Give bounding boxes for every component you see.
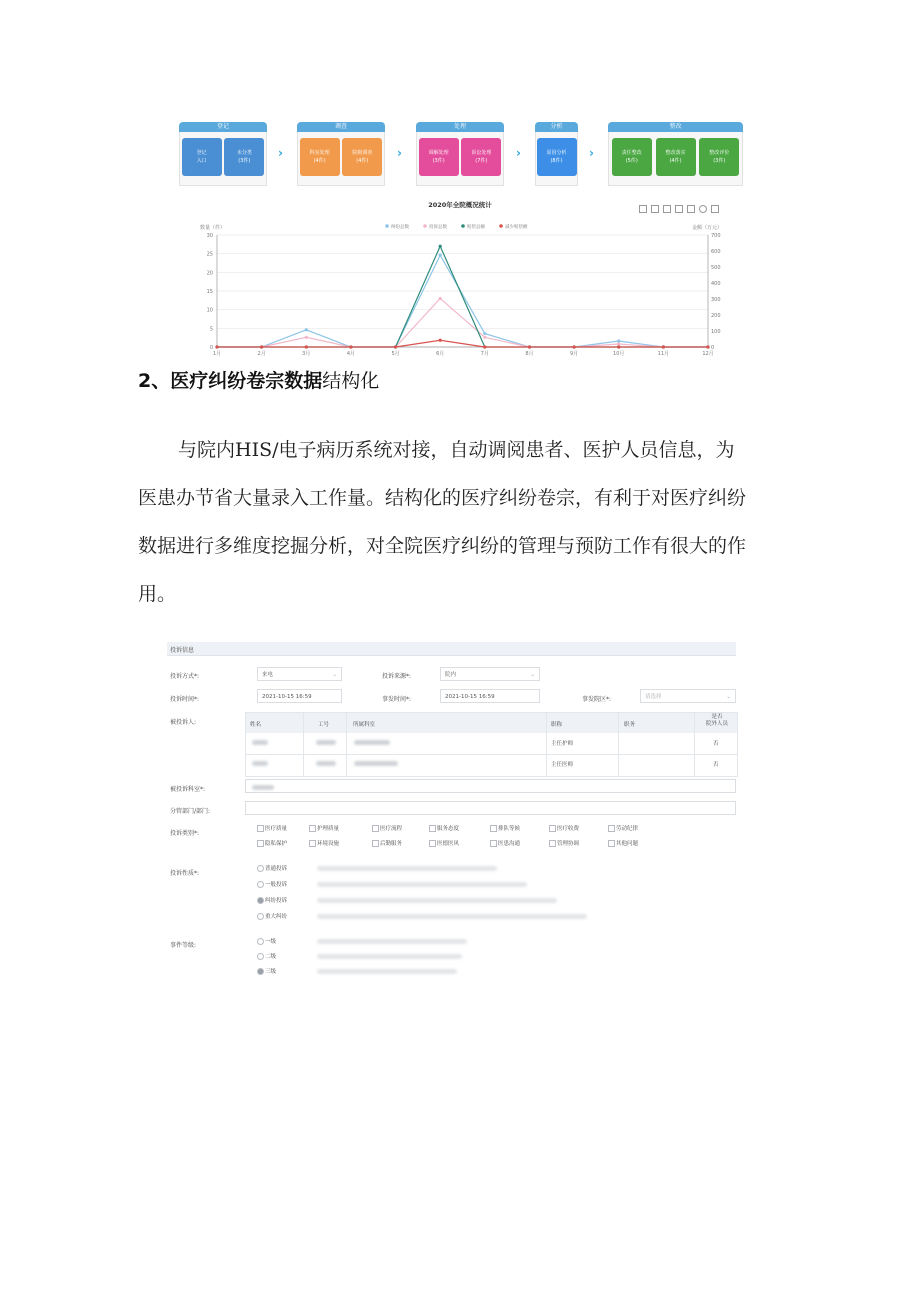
category-checkbox[interactable]: [549, 825, 556, 832]
level-radio[interactable]: [257, 938, 264, 945]
data-point: [483, 345, 486, 348]
step-label: 科室处理: [309, 150, 330, 156]
workflow-group-title: 调查: [297, 122, 385, 132]
step-count: (3件): [238, 158, 251, 164]
chevron-down-icon: ⌄: [530, 672, 535, 678]
form-title-bar: [167, 642, 736, 656]
step-label: 原因分析: [546, 150, 567, 156]
category-option-label: 服务态度: [437, 826, 460, 832]
y2-tick-label: 500: [711, 265, 721, 271]
category-checkbox[interactable]: [490, 840, 497, 847]
level-option-label: 三级: [265, 969, 277, 975]
data-point: [349, 345, 352, 348]
nature-radio[interactable]: [257, 881, 264, 888]
data-point: [439, 297, 442, 300]
category-checkbox[interactable]: [372, 840, 379, 847]
category-checkbox[interactable]: [309, 840, 316, 847]
chevron-right-icon: ›: [278, 146, 283, 160]
category-option-label: 医疗流程: [380, 826, 403, 832]
x-tick-label: 3月: [302, 351, 311, 357]
nature-description: [317, 898, 557, 903]
paragraph-line: 数据进行多维度挖掘分析，对全院医疗纠纷的管理与预防工作有很大的作: [138, 535, 747, 557]
data-point: [528, 345, 531, 348]
complaint-source-value: 院内: [445, 672, 457, 678]
y2-tick-label: 100: [711, 329, 721, 335]
complaint-form: [167, 642, 736, 982]
nature-option-label: 纠纷投诉: [265, 898, 288, 904]
step-label: 整改评价: [709, 150, 730, 156]
row-title: 主任医师: [551, 762, 574, 768]
chevron-down-icon: ⌄: [726, 694, 731, 700]
step-count: (3件): [432, 158, 445, 164]
chart-title: 2020年全院概况统计: [428, 201, 492, 209]
row-outside: 否: [713, 741, 719, 747]
data-point: [483, 332, 486, 335]
legend-marker: [499, 224, 503, 228]
y2-tick-label: 300: [711, 297, 721, 303]
dept-handler-input[interactable]: [245, 801, 736, 815]
x-tick-label: 12月: [702, 351, 714, 357]
th-name: 姓名: [250, 722, 262, 728]
workflow-group-title: 登记: [179, 122, 267, 132]
nature-option-label: 重大纠纷: [265, 914, 288, 920]
x-tick-label: 9月: [569, 351, 579, 357]
legend-label: 投诉总数: [429, 225, 447, 230]
step-count: (7件): [475, 158, 488, 164]
chevron-right-icon: ›: [589, 146, 594, 160]
event-area-select[interactable]: [640, 689, 736, 703]
category-option-label: 护理质量: [317, 826, 340, 832]
category-option-label: 其他问题: [616, 841, 639, 847]
x-tick-label: 5月: [391, 351, 400, 357]
data-point: [617, 345, 620, 348]
step-count: (4件): [313, 158, 326, 164]
th-outside: 是否 院外人员: [705, 714, 728, 727]
x-tick-label: 8月: [525, 351, 534, 357]
data-point: [706, 345, 709, 348]
category-label: 投诉类别*:: [170, 830, 200, 837]
category-option-label: 隐私保护: [265, 841, 288, 847]
nature-radio[interactable]: [257, 897, 264, 904]
complaint-source-select[interactable]: [440, 667, 540, 681]
x-tick-label: 10月: [613, 351, 625, 357]
th-title: 职称: [551, 722, 563, 728]
y2-tick-label: 400: [711, 281, 721, 287]
complaint-source-label: 投诉来源*:: [382, 673, 412, 680]
section-number: 2、: [138, 370, 171, 392]
step-count: (3件): [713, 158, 726, 164]
nature-radio[interactable]: [257, 865, 264, 872]
nature-description: [317, 882, 527, 887]
event-time-input[interactable]: [440, 689, 540, 703]
category-option-label: 排队等候: [498, 826, 521, 832]
y2-tick-label: 0: [711, 345, 715, 351]
level-option-label: 一级: [265, 939, 277, 945]
nature-radio[interactable]: [257, 913, 264, 920]
complaint-time-input[interactable]: [257, 689, 342, 703]
th-dept: 所属科室: [353, 722, 376, 728]
complaint-time-value: 2021-10-15 16:59: [262, 694, 312, 700]
step-label: 登记: [196, 150, 207, 156]
y2-axis-label: 金额（万元）: [692, 225, 723, 231]
complaint-method-select[interactable]: [257, 667, 342, 681]
x-tick-label: 2月: [257, 351, 266, 357]
y2-tick-label: 200: [711, 313, 721, 319]
nature-option-label: 一般投诉: [265, 882, 288, 888]
level-radio[interactable]: [257, 968, 264, 975]
data-point: [215, 345, 218, 348]
x-tick-label: 1月: [212, 351, 222, 357]
category-checkbox[interactable]: [490, 825, 497, 832]
y-tick-label: 30: [206, 233, 213, 239]
event-time-label: 事发时间*:: [382, 696, 412, 703]
category-option-label: 劳动纪律: [616, 826, 639, 832]
category-option-label: 管理协调: [557, 841, 580, 847]
step-label: 责任整改: [621, 150, 642, 156]
step-label: 未分类: [236, 150, 252, 156]
level-radio[interactable]: [257, 953, 264, 960]
chevron-right-icon: ›: [397, 146, 402, 160]
nature-description: [317, 914, 587, 919]
nature-label: 投诉性质*:: [170, 870, 200, 877]
data-point: [394, 345, 397, 348]
complaint-time-label: 投诉时间*:: [170, 696, 200, 703]
level-description: [317, 954, 462, 959]
step-count: (5件): [625, 158, 638, 164]
category-checkbox[interactable]: [608, 840, 615, 847]
step-label: 调解处理: [428, 150, 449, 156]
x-tick-label: 11月: [657, 351, 670, 357]
th-id: 工号: [318, 722, 330, 728]
data-point: [439, 254, 442, 257]
respondent-dept-input[interactable]: [245, 779, 736, 793]
step-label: 诉讼处理: [471, 150, 492, 156]
nature-description: [317, 866, 497, 871]
data-point: [617, 339, 620, 342]
category-checkbox[interactable]: [608, 825, 615, 832]
respondent-table: [245, 712, 738, 777]
step-count: (4件): [669, 158, 682, 164]
y-tick-label: 15: [206, 289, 213, 295]
series-line: [217, 246, 708, 347]
dept-handler-label: 分管部门/部门:: [170, 808, 211, 815]
legend-marker: [423, 224, 427, 228]
row-title: 主任护师: [551, 741, 574, 747]
paragraph-line: 医患办节省大量录入工作量。结构化的医疗纠纷卷宗，有利于对医疗纠纷: [138, 487, 747, 509]
y-tick-label: 25: [206, 251, 213, 258]
section-heading: [138, 366, 379, 393]
step-label: 整改落实: [665, 150, 686, 156]
category-checkbox[interactable]: [429, 825, 436, 832]
category-checkbox[interactable]: [257, 840, 264, 847]
category-option-label: 后勤服务: [380, 841, 403, 847]
th-position: 职务: [624, 722, 636, 728]
step-count: (4件): [356, 158, 369, 164]
data-point: [572, 345, 575, 348]
level-label: 事件等级:: [170, 942, 197, 949]
y-tick-label: 20: [206, 270, 213, 277]
y-axis-label: 数量（件）: [200, 225, 226, 231]
nature-option-label: 普通投诉: [265, 866, 288, 872]
category-checkbox[interactable]: [372, 825, 379, 832]
data-point: [305, 328, 308, 331]
x-tick-label: 4月: [346, 351, 356, 357]
series-line: [217, 298, 708, 347]
complaint-method-value: 来电: [262, 672, 274, 678]
chevron-down-icon: ⌄: [332, 672, 337, 678]
category-option-label: 环境设施: [317, 841, 340, 847]
section-title: 医疗纠纷卷宗数据: [170, 370, 323, 392]
paragraph-line: 用。: [138, 583, 177, 605]
respondent-label: 被投诉人:: [170, 719, 197, 726]
x-tick-label: 7月: [480, 351, 489, 357]
legend-label: 赔偿总额: [467, 225, 485, 230]
data-point: [305, 336, 308, 339]
y-tick-label: 10: [206, 307, 213, 314]
category-option-label: 医疗收费: [557, 826, 580, 832]
category-checkbox[interactable]: [549, 840, 556, 847]
complaint-method-label: 投诉方式*:: [170, 673, 200, 680]
category-option-label: 医患沟通: [498, 841, 521, 847]
workflow-group-title: 整改: [608, 122, 743, 132]
form-title: 投诉信息: [170, 647, 195, 654]
data-point: [483, 336, 486, 339]
category-checkbox[interactable]: [429, 840, 436, 847]
category-checkbox[interactable]: [309, 825, 316, 832]
line-chart: [0, 0, 920, 362]
data-point: [617, 342, 620, 345]
category-option-label: 医疗质量: [265, 826, 288, 832]
data-point: [439, 245, 442, 248]
body-paragraph: [138, 426, 788, 618]
respondent-dept-label: 被投诉科室*:: [170, 786, 206, 793]
workflow-group-title: 处理: [416, 122, 504, 132]
legend-label: 减少赔偿额: [505, 225, 528, 230]
level-description: [317, 939, 467, 944]
y2-tick-label: 600: [711, 249, 721, 255]
paragraph-line: 与院内HIS/电子病历系统对接，自动调阅患者、医护人员信息，为: [178, 439, 735, 461]
category-option-label: 医德医风: [437, 841, 460, 847]
category-checkbox[interactable]: [257, 825, 264, 832]
x-tick-label: 6月: [436, 351, 445, 357]
chevron-right-icon: ›: [516, 146, 521, 160]
data-point: [439, 339, 442, 342]
step-count: (8件): [550, 158, 563, 164]
data-point: [662, 345, 665, 348]
event-time-value: 2021-10-15 16:59: [445, 694, 495, 700]
legend-marker: [385, 224, 389, 228]
row-outside: 否: [713, 762, 719, 768]
data-point: [305, 345, 308, 348]
event-area-label: 事发院区*:: [582, 696, 612, 703]
y2-tick-label: 700: [711, 233, 721, 239]
workflow-group-title: 分析: [535, 122, 578, 132]
section-title-tail: 结构化: [322, 370, 380, 392]
series-line: [217, 255, 708, 347]
level-description: [317, 969, 457, 974]
y-tick-label: 0: [209, 345, 213, 351]
data-point: [260, 345, 263, 348]
step-count: 入口: [196, 158, 207, 164]
legend-label: 纠纷总数: [391, 225, 409, 230]
y-tick-label: 5: [209, 326, 213, 333]
step-label: 院级调查: [352, 150, 373, 156]
legend-marker: [461, 224, 465, 228]
level-option-label: 二级: [265, 954, 277, 960]
event-area-placeholder: 请选择: [645, 694, 662, 700]
